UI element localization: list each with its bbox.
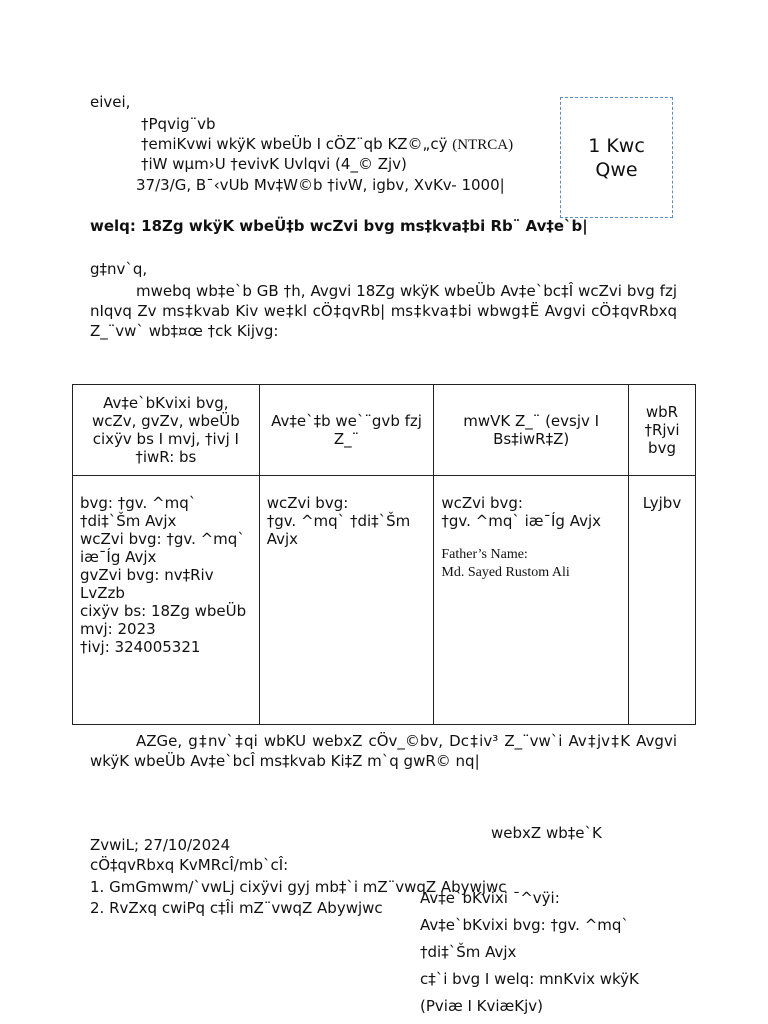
- intro-paragraph: mwebq wb‡e`b GB †h, Avgvi 18Zg wkÿK wbeÜb Av‡e`bc‡Î wcZvi bvg fzj nIqvq Zv ms‡kvab Kiv we‡kl cÖ‡qvRb| ms‡kva‡bi wbwg‡Ë Avgvi cÖ‡qvRbxq Z_¨vw` wb‡¤œ †ck Kijvg:: [90, 282, 677, 340]
- correct-info-english-2: Md. Sayed Rustom Ali: [441, 565, 570, 580]
- header-applicant-info: Av‡e`bKvixi bvg, wcZv, gvZv, wbeÜb cixÿv bs I mvj, †ivj I †iwR: bs: [73, 385, 260, 476]
- attachments-title: cÖ‡qvRbxq KvMRcÎ/mb`cÎ:: [90, 856, 289, 874]
- exam-number: cixÿv bs: 18Zg wbeÜb: [80, 602, 247, 620]
- header-wrong-info: Av‡e`‡b we`¨gvb fzj Z_¨: [259, 385, 434, 476]
- cell-district: Lyjbv: [629, 476, 696, 725]
- mother-name-1: gvZvi bvg: nv‡Riv: [80, 566, 214, 584]
- greeting: g‡nv`q,: [90, 260, 148, 278]
- exam-year: mvj: 2023: [80, 620, 156, 638]
- applicant-name-line-2: †di‡`Šm Avjx: [420, 943, 517, 961]
- header-correct-info: mwVK Z_¨ (evsjv I Bs‡iwR‡Z): [434, 385, 629, 476]
- photo-box-line-1: 1 Kwc: [588, 134, 645, 157]
- recipient-line-4: 37/3/G, B¯‹vUb Mv‡W©b †ivW, igbv, XvKv- 1000|: [136, 176, 505, 194]
- recipient-line-1: †Pqvig¨vb: [141, 115, 216, 133]
- photo-placeholder-box: [560, 97, 673, 218]
- table-row: [73, 476, 696, 725]
- roll-number: †ivj: 324005321: [80, 638, 201, 656]
- cell-applicant-info: [73, 476, 260, 725]
- cell-correct-info: [434, 476, 629, 725]
- closing-paragraph: AZGe, g‡nv`‡qi wbKU webxZ cÖv_©bv, Dc‡iv³ Z_¨vw`i Av‡jv‡K Avgvi wkÿK wbeÜb Av‡e`bcÎ ms‡kvab Ki‡Z m`q gwR© nq|: [90, 732, 677, 770]
- sign-off-label: webxZ wb‡e`K: [491, 824, 602, 842]
- correct-info-line-1: wcZvi bvg:: [441, 494, 523, 512]
- wrong-info-line-2: †gv. ^mq` †di‡`Šm: [266, 512, 411, 530]
- applicant-name-2: †di‡`Šm Avjx: [80, 512, 177, 530]
- recipient-line-2: †emiKvwi wkÿK wbeÜb I cÖZ¨qb KZ©„cÿ (NTRCA): [141, 135, 514, 153]
- applicant-post-line: c‡`i bvg I welq: mnKvix wkÿK: [420, 970, 639, 988]
- recipient-line-3: †iW wµm›U †evivK Uvlqvi (4_© Zjv): [141, 155, 407, 173]
- attachment-item-2: 2. RvZxq cwiPq c‡Îi mZ¨vwqZ Abywjwc: [90, 899, 383, 917]
- correction-table: [72, 384, 696, 725]
- org-abbr: (NTRCA): [452, 137, 514, 153]
- father-name-1: wcZvi bvg: †gv. ^mq`: [80, 530, 245, 548]
- correct-info-english-1: Father’s Name:: [441, 547, 528, 562]
- wrong-info-line-1: wcZvi bvg:: [266, 494, 349, 512]
- attachment-item-1: 1. GmGmwm/`vwLj cixÿvi gyj mb‡`i mZ¨vwqZ Abywjwc: [90, 878, 507, 896]
- correct-info-line-2: †gv. ^mq` iæ¯Íg Avjx: [441, 512, 602, 530]
- header-district: wbR †Rjvi bvg: [629, 385, 696, 476]
- applicant-signature-title: Av‡e`bKvixi ¯^vÿi:: [420, 889, 560, 907]
- mother-name-2: LvZzb: [80, 584, 125, 602]
- father-name-2: iæ¯Íg Avjx: [80, 548, 157, 566]
- date: ZvwiL; 27/10/2024: [90, 836, 231, 854]
- table-header-row: [73, 385, 696, 476]
- wrong-info-line-3: Avjx: [266, 530, 299, 548]
- applicant-name-line: Av‡e`bKvixi bvg: †gv. ^mq`: [420, 916, 629, 934]
- applicant-subject-line: (Pviæ I KviæKjv): [420, 997, 543, 1015]
- salutation: eivei,: [90, 93, 131, 111]
- cell-wrong-info: [259, 476, 434, 725]
- photo-box-line-2: Qwe: [595, 158, 638, 181]
- applicant-name-1: bvg: †gv. ^mq`: [80, 494, 197, 512]
- subject-line: welq: 18Zg wkÿK wbeÜ‡b wcZvi bvg ms‡kva‡bi Rb¨ Av‡e`b|: [90, 217, 588, 235]
